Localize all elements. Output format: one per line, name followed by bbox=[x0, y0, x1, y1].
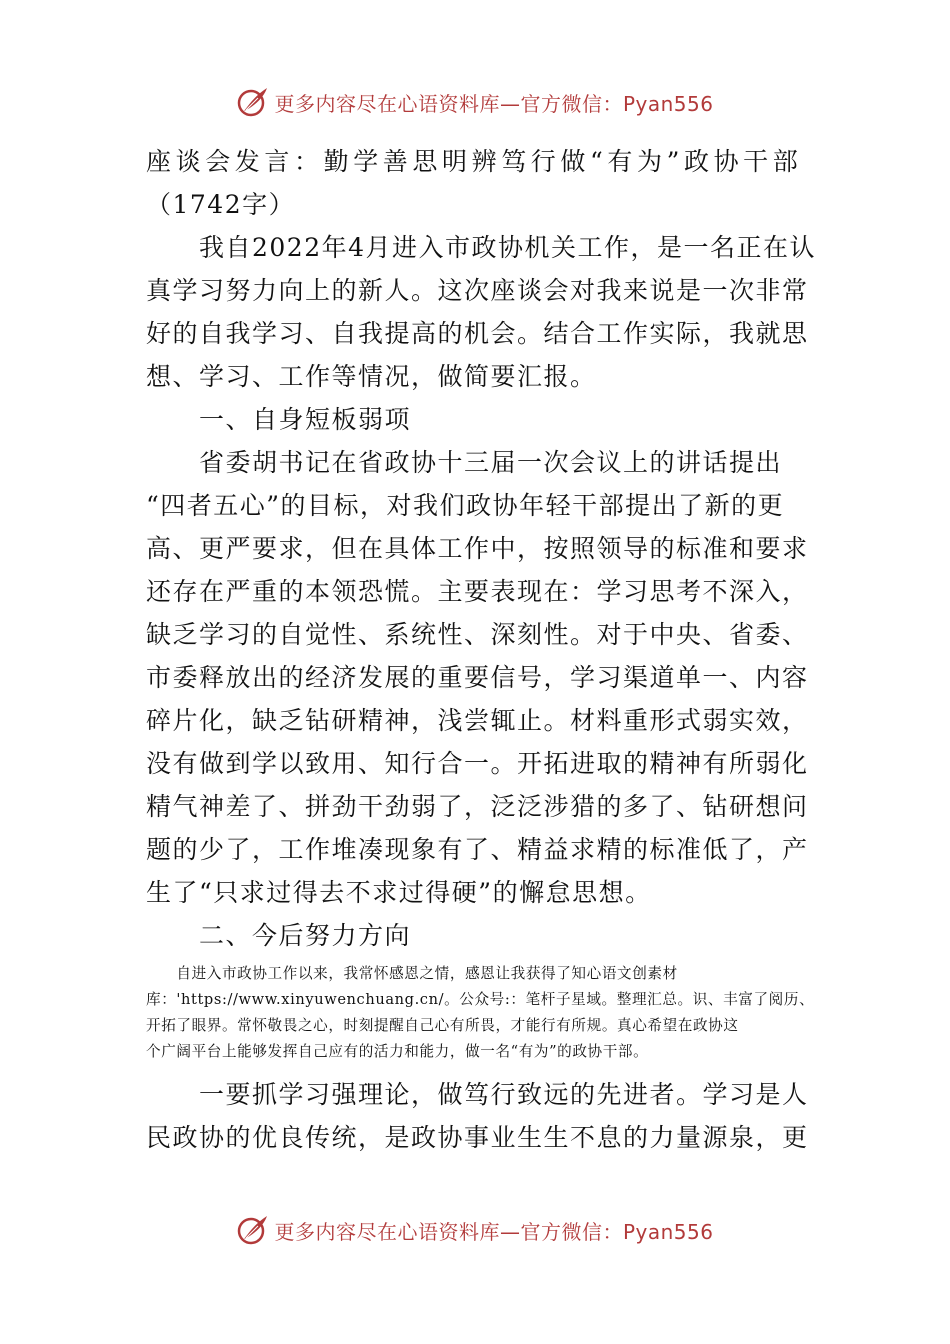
paragraph-line: 精气神差了、拼劲干劲弱了，泛泛涉猎的多了、钻研想问 bbox=[146, 792, 809, 821]
document-title-wordcount: （1742字） bbox=[146, 190, 296, 219]
feather-pen-circle-icon bbox=[236, 85, 270, 119]
header-banner bbox=[0, 82, 950, 122]
paragraph-line: 真学习努力向上的新人。这次座谈会对我来说是一次非常 bbox=[146, 276, 809, 305]
paragraph-line: 民政协的优良传统，是政协事业生生不息的力量源泉，更 bbox=[146, 1123, 809, 1152]
paragraph-line: 好的自我学习、自我提高的机会。结合工作实际，我就思 bbox=[146, 319, 809, 348]
paragraph-line: 高、更严要求，但在具体工作中，按照领导的标准和要求 bbox=[146, 534, 809, 563]
small-paragraph-line: 开拓了眼界。常怀敬畏之心，时刻提醒自己心有所畏，才能行有所规。真心希望在政协这 bbox=[146, 1017, 739, 1034]
paragraph-line: 想、学习、工作等情况，做简要汇报。 bbox=[146, 362, 597, 391]
paragraph-line: “四者五心”的目标，对我们政协年轻干部提出了新的更 bbox=[146, 491, 785, 520]
small-paragraph-line: 个广阔平台上能够发挥自己应有的活力和能力，做一名“有为”的政协干部。 bbox=[146, 1043, 649, 1060]
paragraph-line: 我自2022年4月进入市政协机关工作，是一名正在认 bbox=[146, 233, 817, 262]
small-paragraph-line: 自进入市政协工作以来，我常怀感恩之情，感恩让我获得了知心语文创素材 bbox=[146, 965, 678, 982]
paragraph-line: 生了“只求过得去不求过得硬”的懈怠思想。 bbox=[146, 878, 652, 907]
small-paragraph-line: 库：'https://www.xinyuwenchuang.cn/。公众号:：笔杆子星域。整理汇总。识、丰富了阅历、 bbox=[146, 991, 815, 1008]
feather-pen-circle-icon bbox=[236, 1213, 270, 1247]
header-banner-text: 更多内容尽在心语资料库—官方微信：Pyan556 bbox=[274, 91, 714, 116]
paragraph-line: 省委胡书记在省政协十三届一次会议上的讲话提出 bbox=[146, 448, 783, 477]
paragraph-line: 市委释放出的经济发展的重要信号，学习渠道单一、内容 bbox=[146, 663, 809, 692]
paragraph-line: 没有做到学以致用、知行合一。开拓进取的精神有所弱化 bbox=[146, 749, 809, 778]
footer-banner-text: 更多内容尽在心语资料库—官方微信：Pyan556 bbox=[274, 1219, 714, 1244]
small-print-paragraph bbox=[146, 961, 815, 1065]
section-heading-2: 二、今后努力方向 bbox=[146, 921, 412, 950]
document-body bbox=[146, 140, 817, 1159]
paragraph-line: 一要抓学习强理论，做笃行致远的先进者。学习是人 bbox=[146, 1080, 809, 1109]
footer-banner bbox=[0, 1210, 950, 1250]
paragraph-line: 缺乏学习的自觉性、系统性、深刻性。对于中央、省委、 bbox=[146, 620, 809, 649]
document-title: 座谈会发言：勤学善思明辨笃行做“有为”政协干部 bbox=[146, 147, 803, 176]
section-heading-1: 一、自身短板弱项 bbox=[146, 405, 412, 434]
paragraph-line: 题的少了，工作堆凑现象有了、精益求精的标准低了，产 bbox=[146, 835, 809, 864]
paragraph-line: 碎片化，缺乏钻研精神，浅尝辄止。材料重形式弱实效， bbox=[146, 706, 809, 735]
paragraph-line: 还存在严重的本领恐慌。主要表现在：学习思考不深入， bbox=[146, 577, 809, 606]
